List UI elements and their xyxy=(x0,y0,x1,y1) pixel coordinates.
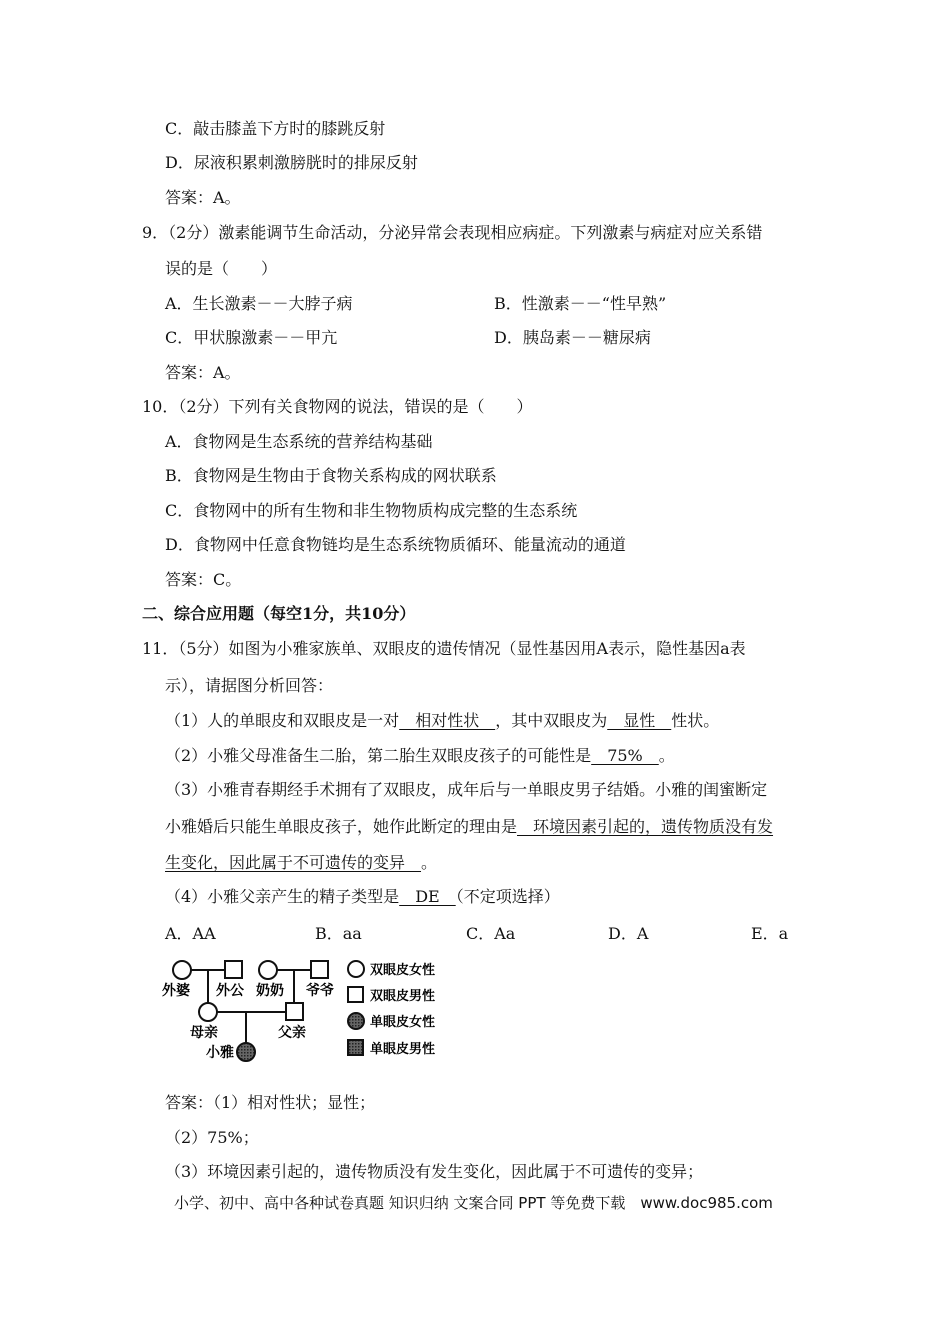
q9-stem-line1: 9．（2分）激素能调节生命活动，分泌异常会表现相应病症。下列激素与病症对应关系错 xyxy=(142,223,763,242)
page-footer: 小学、初中、高中各种试卷真题 知识归纳 文案合同 PPT 等免费下载 www.doc985.com xyxy=(174,1194,773,1212)
q11-part4 xyxy=(165,887,560,907)
yeye-symbol xyxy=(311,961,328,978)
q11-part4-text2: （不定项选择） xyxy=(455,887,560,906)
q11-part3-line1: （3）小雅青春期经手术拥有了双眼皮，成年后与一单眼皮男子结婚。小雅的闺蜜断定 xyxy=(165,780,768,799)
legend-male-single-icon xyxy=(348,1040,363,1055)
q11-part3-line2 xyxy=(165,817,773,837)
q11-answer-line1: 答案：（1）相对性状；显性； xyxy=(165,1093,376,1112)
q11-part2-text: （2）小雅父母准备生二胎，第二胎生双眼皮孩子的可能性是 xyxy=(165,746,592,765)
q11-part3-answer-b: 生变化，因此属于不可遗传的变异 xyxy=(165,853,422,872)
q11-part1-text2: ，其中双眼皮为 xyxy=(495,711,608,730)
q9-option-d: D．胰岛素－－糖尿病 xyxy=(494,328,651,347)
q11-option-d: D．A xyxy=(608,924,649,943)
fuqin-symbol xyxy=(286,1003,303,1020)
legend-female-single-icon xyxy=(348,1013,364,1029)
q11-option-a: A．AA xyxy=(165,924,216,943)
q11-part3-text: 小雅婚后只能生单眼皮孩子，她作此断定的理由是 xyxy=(165,817,518,836)
q11-part1-text: （1）人的单眼皮和双眼皮是一对 xyxy=(165,711,400,730)
q11-part3-text2: 。 xyxy=(421,853,438,872)
legend-female-double: 双眼皮女性 xyxy=(370,963,436,978)
q11-option-e: E．a xyxy=(751,924,789,943)
q9-option-b: B．性激素－－“性早熟” xyxy=(494,294,667,313)
q10-option-d: D．食物网中任意食物链均是生态系统物质循环、能量流动的通道 xyxy=(165,535,626,554)
section-heading: 二、综合应用题（每空1分，共10分） xyxy=(142,604,416,623)
nainai-symbol xyxy=(259,961,277,979)
waipo-symbol xyxy=(173,961,191,979)
muqin-symbol xyxy=(199,1003,217,1021)
legend-male-single: 单眼皮男性 xyxy=(370,1042,436,1057)
pedigree-diagram xyxy=(160,953,450,1068)
q10-option-b: B．食物网是生物由于食物关系构成的网状联系 xyxy=(165,466,497,485)
q10-answer: 答案：C。 xyxy=(165,570,242,589)
legend-female-single: 单眼皮女性 xyxy=(370,1015,436,1030)
q11-part4-answer: DE xyxy=(399,887,456,906)
q11-option-c: C．Aa xyxy=(466,924,516,943)
xiaoya-symbol xyxy=(237,1043,255,1061)
q10-option-c: C．食物网中的所有生物和非生物物质构成完整的生态系统 xyxy=(165,501,578,520)
q11-part1-answer2: 显性 xyxy=(607,711,672,730)
q10-option-a: A．食物网是生态系统的营养结构基础 xyxy=(165,432,433,451)
q11-part1-text3: 性状。 xyxy=(671,711,720,730)
label-waipo: 外婆 xyxy=(162,983,190,999)
q11-part2-text2: 。 xyxy=(658,746,675,765)
q9-stem-line2: 误的是（ ） xyxy=(165,259,278,278)
legend-female-double-icon xyxy=(348,961,364,977)
q11-part2 xyxy=(165,746,675,766)
q11-part2-answer: 75% xyxy=(591,746,659,765)
q9-option-c: C．甲状腺激素－－甲亢 xyxy=(165,328,338,347)
legend-male-double: 双眼皮男性 xyxy=(370,989,436,1004)
q8-option-d: D．尿液积累刺激膀胱时的排尿反射 xyxy=(165,153,418,172)
q8-answer: 答案：A。 xyxy=(165,188,241,207)
q11-part3-answer-a: 环境因素引起的，遗传物质没有发 xyxy=(517,817,774,836)
q10-stem: 10．（2分）下列有关食物网的说法，错误的是（ ） xyxy=(142,397,533,416)
label-yeye: 爷爷 xyxy=(306,983,334,999)
q11-part4-text: （4）小雅父亲产生的精子类型是 xyxy=(165,887,400,906)
q11-option-b: B．aa xyxy=(315,924,362,943)
label-xiaoya: 小雅 xyxy=(206,1045,234,1061)
q11-stem-line1: 11．（5分）如图为小雅家族单、双眼皮的遗传情况（显性基因用A表示，隐性基因a表 xyxy=(142,639,746,658)
legend-male-double-icon xyxy=(348,987,363,1002)
q11-part3-line3 xyxy=(165,853,437,873)
q11-stem-line2: 示），请据图分析回答： xyxy=(165,676,334,695)
label-waigong: 外公 xyxy=(216,983,244,999)
q11-answer-line2: （2）75%； xyxy=(165,1128,259,1147)
waigong-symbol xyxy=(225,961,242,978)
q11-part1 xyxy=(165,711,719,731)
label-nainai: 奶奶 xyxy=(256,983,284,999)
q11-answer-line3: （3）环境因素引起的，遗传物质没有发生变化，因此属于不可遗传的变异； xyxy=(165,1162,704,1181)
q11-part1-answer1: 相对性状 xyxy=(399,711,496,730)
q8-option-c: C．敲击膝盖下方时的膝跳反射 xyxy=(165,119,386,138)
q9-answer: 答案：A。 xyxy=(165,363,241,382)
label-muqin: 母亲 xyxy=(190,1025,218,1041)
q9-option-a: A．生长激素－－大脖子病 xyxy=(165,294,353,313)
label-fuqin: 父亲 xyxy=(278,1025,306,1041)
